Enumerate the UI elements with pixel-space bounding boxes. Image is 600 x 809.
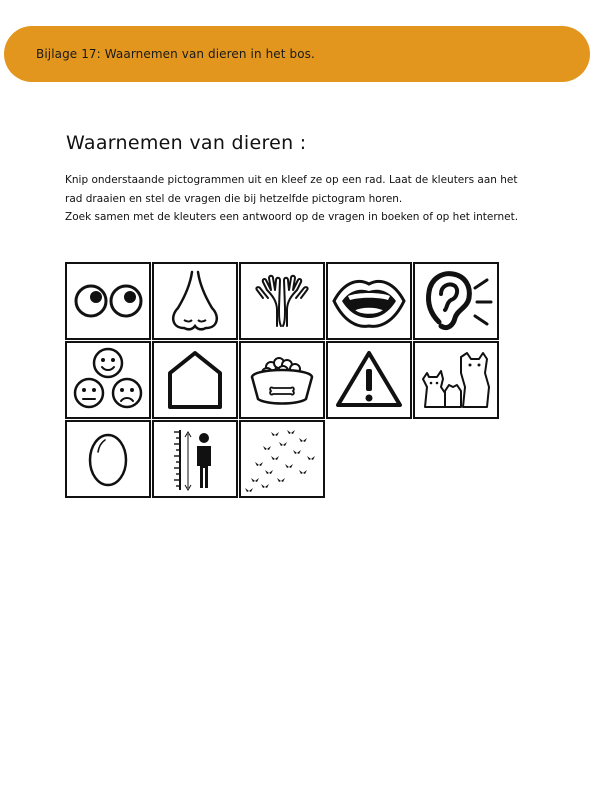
page-title: Waarnemen van dieren :	[66, 132, 307, 154]
intro-paragraph-2: Zoek samen met de kleuters een antwoord op de vragen in boeken of op het internet.	[65, 211, 519, 223]
tile-food-bowl	[239, 341, 325, 419]
height-measure-icon	[154, 422, 236, 496]
ear-icon	[415, 264, 497, 338]
tile-birds	[239, 420, 325, 498]
tile-egg	[65, 420, 151, 498]
hands-icon	[241, 264, 323, 338]
banner-title: Bijlage 17: Waarnemen van dieren in het bos.	[36, 47, 315, 61]
tile-animals	[413, 341, 499, 419]
tile-house	[152, 341, 238, 419]
intro-text	[65, 171, 535, 227]
flock-of-birds-icon	[241, 422, 323, 496]
food-bowl-icon	[241, 343, 323, 417]
egg-icon	[67, 422, 149, 496]
tile-emotions	[65, 341, 151, 419]
mouth-icon	[328, 264, 410, 338]
emotions-faces-icon	[67, 343, 149, 417]
nose-icon	[154, 264, 236, 338]
house-icon	[154, 343, 236, 417]
pictogram-grid	[65, 262, 499, 496]
intro-paragraph-1: Knip onderstaande pictogrammen uit en kleef ze op een rad. Laat de kleuters aan het rad draaien en stel de vragen die bij hetzelfde pictogram horen.	[65, 174, 518, 205]
tile-mouth	[326, 262, 412, 340]
animals-icon	[415, 343, 497, 417]
tile-ear	[413, 262, 499, 340]
tile-warning	[326, 341, 412, 419]
tile-nose	[152, 262, 238, 340]
warning-icon	[328, 343, 410, 417]
tile-eyes	[65, 262, 151, 340]
tile-height	[152, 420, 238, 498]
eyes-icon	[67, 264, 149, 338]
tile-hands	[239, 262, 325, 340]
header-banner	[4, 26, 590, 82]
